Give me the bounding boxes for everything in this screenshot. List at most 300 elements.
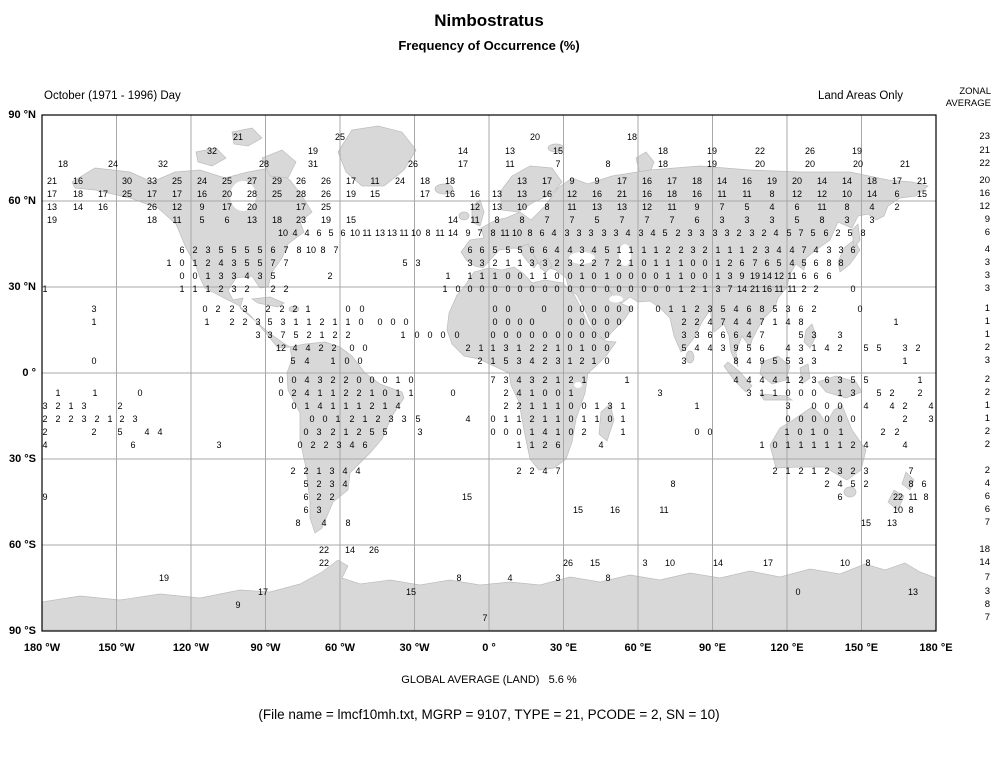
frequency-value: 11 bbox=[787, 271, 797, 281]
frequency-value: 0 bbox=[581, 401, 587, 411]
frequency-value: 2 bbox=[824, 479, 830, 489]
frequency-value: 0 bbox=[824, 401, 830, 411]
frequency-value: 8 bbox=[527, 228, 533, 238]
frequency-value: 20 bbox=[852, 159, 864, 169]
frequency-value: 5 bbox=[798, 330, 804, 340]
frequency-value: 2 bbox=[772, 466, 778, 476]
frequency-value: 19 bbox=[158, 573, 170, 583]
frequency-value: 5 bbox=[604, 245, 610, 255]
frequency-value: 2 bbox=[465, 343, 471, 353]
frequency-value: 0 bbox=[490, 330, 496, 340]
zonal-average-value: 4 bbox=[984, 478, 990, 489]
frequency-value: 1 bbox=[665, 258, 671, 268]
frequency-value: 3 bbox=[863, 466, 869, 476]
zonal-average-value: 1 bbox=[984, 316, 990, 327]
frequency-value: 4 bbox=[292, 343, 298, 353]
frequency-value: 11 bbox=[370, 176, 380, 186]
zonal-average-header bbox=[931, 86, 991, 110]
frequency-value: 4 bbox=[317, 401, 323, 411]
frequency-value: 5 bbox=[503, 356, 509, 366]
frequency-value: 6 bbox=[303, 505, 309, 515]
frequency-value: 4 bbox=[746, 330, 752, 340]
frequency-value: 2 bbox=[94, 414, 100, 424]
frequency-value: 1 bbox=[490, 356, 496, 366]
frequency-value: 11 bbox=[567, 202, 577, 212]
frequency-value: 5 bbox=[293, 330, 299, 340]
frequency-value: 1 bbox=[628, 245, 634, 255]
frequency-value: 6 bbox=[739, 258, 745, 268]
frequency-value: 1 bbox=[653, 258, 659, 268]
frequency-value: 3 bbox=[613, 228, 619, 238]
frequency-value: 13 bbox=[616, 202, 628, 212]
frequency-value: 0 bbox=[824, 414, 830, 424]
frequency-value: 24 bbox=[196, 176, 208, 186]
frequency-value: 26 bbox=[320, 176, 332, 186]
frequency-value: 0 bbox=[492, 284, 498, 294]
frequency-value: 19 bbox=[345, 189, 357, 199]
frequency-value: 0 bbox=[382, 375, 388, 385]
frequency-value: 3 bbox=[503, 343, 509, 353]
frequency-value: 4 bbox=[889, 401, 895, 411]
frequency-value: 0 bbox=[567, 317, 573, 327]
frequency-value: 2 bbox=[316, 492, 322, 502]
frequency-value: 3 bbox=[576, 228, 582, 238]
frequency-value: 2 bbox=[681, 317, 687, 327]
frequency-value: 1 bbox=[304, 401, 310, 411]
frequency-value: 6 bbox=[746, 304, 752, 314]
frequency-value: 4 bbox=[813, 245, 819, 255]
frequency-value: 8 bbox=[844, 202, 850, 212]
frequency-value: 3 bbox=[555, 356, 561, 366]
lon-tick-label: 30 °W bbox=[399, 642, 430, 654]
frequency-value: 3 bbox=[869, 215, 875, 225]
frequency-value: 1 bbox=[107, 414, 113, 424]
frequency-value: 4 bbox=[507, 573, 513, 583]
frequency-value: 3 bbox=[785, 304, 791, 314]
lat-tick-label: 0 ° bbox=[22, 367, 36, 379]
frequency-value: 3 bbox=[811, 375, 817, 385]
frequency-value: 3 bbox=[555, 573, 561, 583]
frequency-value: 11 bbox=[774, 284, 784, 294]
frequency-value: 1 bbox=[620, 414, 626, 424]
frequency-value: 1 bbox=[408, 388, 414, 398]
frequency-value: 0 bbox=[811, 401, 817, 411]
frequency-value: 3 bbox=[764, 245, 770, 255]
frequency-value: 3 bbox=[42, 401, 48, 411]
frequency-value: 0 bbox=[377, 317, 383, 327]
frequency-value: 0 bbox=[529, 330, 535, 340]
frequency-value: 1 bbox=[694, 401, 700, 411]
frequency-value: 6 bbox=[555, 440, 561, 450]
frequency-value: 1 bbox=[529, 271, 535, 281]
frequency-value: 0 bbox=[542, 330, 548, 340]
frequency-value: 18 bbox=[271, 215, 283, 225]
frequency-value: 26 bbox=[407, 159, 419, 169]
frequency-value: 3 bbox=[242, 304, 248, 314]
frequency-value: 0 bbox=[604, 330, 610, 340]
frequency-value: 16 bbox=[761, 284, 773, 294]
frequency-value: 1 bbox=[893, 317, 899, 327]
frequency-value: 6 bbox=[316, 228, 322, 238]
frequency-value: 5 bbox=[517, 245, 523, 255]
frequency-value: 7 bbox=[604, 258, 610, 268]
frequency-value: 0 bbox=[795, 587, 801, 597]
frequency-value: 20 bbox=[804, 159, 816, 169]
frequency-value: 0 bbox=[492, 317, 498, 327]
frequency-value: 14 bbox=[447, 215, 459, 225]
frequency-value: 16 bbox=[641, 176, 653, 186]
frequency-value: 11 bbox=[817, 202, 827, 212]
frequency-value: 3 bbox=[255, 330, 261, 340]
frequency-value: 2 bbox=[42, 414, 48, 424]
frequency-value: 1 bbox=[581, 414, 587, 424]
frequency-value: 3 bbox=[902, 343, 908, 353]
frequency-value: 24 bbox=[394, 176, 406, 186]
frequency-value: 18 bbox=[657, 159, 669, 169]
frequency-value: 0 bbox=[137, 388, 143, 398]
frequency-value: 2 bbox=[68, 414, 74, 424]
frequency-value: 0 bbox=[555, 388, 561, 398]
frequency-value: 6 bbox=[826, 271, 832, 281]
frequency-value: 3 bbox=[417, 427, 423, 437]
frequency-value: 16 bbox=[196, 189, 208, 199]
frequency-value: 13 bbox=[491, 189, 503, 199]
frequency-value: 7 bbox=[619, 215, 625, 225]
frequency-value: 3 bbox=[316, 505, 322, 515]
frequency-value: 2 bbox=[345, 330, 351, 340]
frequency-value: 1 bbox=[179, 284, 185, 294]
frequency-value: 12 bbox=[773, 271, 785, 281]
frequency-value: 4 bbox=[902, 440, 908, 450]
frequency-value: 17 bbox=[97, 189, 109, 199]
frequency-value: 2 bbox=[880, 427, 886, 437]
frequency-value: 0 bbox=[291, 401, 297, 411]
frequency-value: 1 bbox=[305, 304, 311, 314]
frequency-value: 13 bbox=[591, 202, 603, 212]
period-label: October (1971 - 1996) Day bbox=[44, 90, 181, 102]
frequency-value: 26 bbox=[368, 545, 380, 555]
frequency-value: 20 bbox=[529, 132, 541, 142]
frequency-value: 1 bbox=[555, 401, 561, 411]
frequency-value: 0 bbox=[785, 414, 791, 424]
zonal-header-line1: ZONAL bbox=[959, 86, 991, 97]
frequency-value: 28 bbox=[258, 159, 270, 169]
frequency-value: 1 bbox=[616, 245, 622, 255]
zonal-header-line2: AVERAGE bbox=[945, 98, 991, 109]
frequency-value: 4 bbox=[694, 343, 700, 353]
frequency-value: 21 bbox=[916, 176, 928, 186]
frequency-value: 2 bbox=[568, 375, 574, 385]
frequency-value: 4 bbox=[304, 356, 310, 366]
frequency-value: 5 bbox=[267, 317, 273, 327]
frequency-value: 6 bbox=[794, 202, 800, 212]
frequency-value: 3 bbox=[681, 356, 687, 366]
frequency-value: 3 bbox=[132, 414, 138, 424]
frequency-value: 1 bbox=[811, 466, 817, 476]
lon-tick-label: 60 °W bbox=[324, 642, 356, 654]
frequency-value: 5 bbox=[801, 258, 807, 268]
frequency-value: 0 bbox=[591, 304, 597, 314]
frequency-value: 11 bbox=[435, 228, 445, 238]
frequency-value: 8 bbox=[605, 159, 611, 169]
frequency-value: 2 bbox=[850, 466, 856, 476]
frequency-value: 2 bbox=[702, 245, 708, 255]
frequency-value: 14 bbox=[716, 176, 728, 186]
frequency-value: 1 bbox=[715, 245, 721, 255]
frequency-value: 0 bbox=[517, 284, 523, 294]
lon-tick-label: 150 °W bbox=[98, 642, 135, 654]
frequency-value: 1 bbox=[739, 245, 745, 255]
frequency-value: 0 bbox=[568, 401, 574, 411]
frequency-value: 25 bbox=[320, 202, 332, 212]
frequency-value: 1 bbox=[529, 388, 535, 398]
frequency-value: 3 bbox=[601, 228, 607, 238]
frequency-value: 0 bbox=[390, 317, 396, 327]
frequency-value: 0 bbox=[408, 375, 414, 385]
frequency-value: 7 bbox=[801, 245, 807, 255]
frequency-value: 3 bbox=[564, 228, 570, 238]
frequency-value: 0 bbox=[604, 317, 610, 327]
frequency-value: 1 bbox=[204, 317, 210, 327]
frequency-value: 3 bbox=[231, 258, 237, 268]
frequency-value: 12 bbox=[275, 343, 287, 353]
frequency-value: 8 bbox=[296, 245, 302, 255]
frequency-value: 5 bbox=[785, 356, 791, 366]
frequency-value: 3 bbox=[388, 414, 394, 424]
frequency-value: 2 bbox=[218, 284, 224, 294]
frequency-value: 2 bbox=[798, 375, 804, 385]
frequency-value: 14 bbox=[736, 284, 748, 294]
frequency-value: 1 bbox=[395, 375, 401, 385]
frequency-value: 17 bbox=[171, 189, 183, 199]
frequency-value: 18 bbox=[691, 176, 703, 186]
frequency-value: 0 bbox=[516, 427, 522, 437]
frequency-value: 0 bbox=[322, 414, 328, 424]
frequency-value: 4 bbox=[292, 228, 298, 238]
frequency-value: 3 bbox=[503, 375, 509, 385]
frequency-value: 0 bbox=[414, 330, 420, 340]
lon-tick-label: 180 °E bbox=[919, 642, 953, 654]
frequency-value: 2 bbox=[242, 317, 248, 327]
frequency-value: 6 bbox=[733, 330, 739, 340]
frequency-value: 21 bbox=[616, 189, 628, 199]
frequency-value: 2 bbox=[290, 466, 296, 476]
frequency-value: 3 bbox=[715, 284, 721, 294]
frequency-value: 0 bbox=[542, 388, 548, 398]
frequency-value: 1 bbox=[628, 258, 634, 268]
frequency-value: 3 bbox=[280, 317, 286, 327]
frequency-value: 4 bbox=[144, 427, 150, 437]
frequency-value: 2 bbox=[894, 202, 900, 212]
frequency-value: 18 bbox=[72, 189, 84, 199]
frequency-value: 7 bbox=[280, 330, 286, 340]
frequency-value: 4 bbox=[625, 228, 631, 238]
lat-tick-label: 30 °S bbox=[8, 453, 36, 465]
frequency-value: 0 bbox=[702, 271, 708, 281]
frequency-value: 5 bbox=[257, 258, 263, 268]
frequency-value: 16 bbox=[691, 189, 703, 199]
frequency-value: 4 bbox=[542, 427, 548, 437]
frequency-value: 11 bbox=[742, 189, 752, 199]
frequency-value: 0 bbox=[785, 388, 791, 398]
frequency-value: 16 bbox=[591, 189, 603, 199]
frequency-value: 3 bbox=[707, 304, 713, 314]
frequency-value: 6 bbox=[813, 258, 819, 268]
frequency-value: 0 bbox=[604, 284, 610, 294]
frequency-value: 3 bbox=[218, 271, 224, 281]
frequency-value: 4 bbox=[733, 317, 739, 327]
frequency-value: 22 bbox=[892, 492, 904, 502]
zonal-average-value: 8 bbox=[984, 599, 990, 610]
frequency-value: 2 bbox=[542, 375, 548, 385]
frequency-value: 0 bbox=[357, 356, 363, 366]
frequency-value: 6 bbox=[720, 330, 726, 340]
frequency-value: 11 bbox=[505, 159, 515, 169]
frequency-value: 4 bbox=[304, 375, 310, 385]
frequency-value: 2 bbox=[343, 388, 349, 398]
frequency-value: 7 bbox=[569, 215, 575, 225]
frequency-value: 6 bbox=[179, 245, 185, 255]
frequency-value: 5 bbox=[863, 343, 869, 353]
frequency-value: 0 bbox=[179, 271, 185, 281]
frequency-value: 14 bbox=[816, 176, 828, 186]
frequency-value: 2 bbox=[318, 343, 324, 353]
frequency-value: 17 bbox=[295, 202, 307, 212]
frequency-value: 0 bbox=[567, 271, 573, 281]
frequency-value: 4 bbox=[355, 466, 361, 476]
frequency-value: 16 bbox=[741, 176, 753, 186]
frequency-value: 3 bbox=[837, 375, 843, 385]
frequency-value: 1 bbox=[166, 258, 172, 268]
lon-tick-label: 120 °W bbox=[172, 642, 210, 654]
frequency-value: 7 bbox=[482, 613, 488, 623]
zonal-average-value: 2 bbox=[984, 465, 990, 476]
frequency-value: 0 bbox=[440, 330, 446, 340]
frequency-value: 4 bbox=[837, 479, 843, 489]
frequency-value: 15 bbox=[916, 189, 928, 199]
frequency-value: 2 bbox=[270, 284, 276, 294]
frequency-value: 2 bbox=[477, 356, 483, 366]
frequency-value: 3 bbox=[638, 228, 644, 238]
frequency-value: 3 bbox=[719, 215, 725, 225]
frequency-value: 6 bbox=[303, 492, 309, 502]
zonal-average-value: 3 bbox=[984, 270, 990, 281]
frequency-value: 0 bbox=[628, 284, 634, 294]
frequency-value: 10 bbox=[516, 202, 528, 212]
frequency-value: 0 bbox=[579, 317, 585, 327]
frequency-value: 4 bbox=[591, 245, 597, 255]
frequency-value: 3 bbox=[694, 330, 700, 340]
frequency-value: 2 bbox=[665, 245, 671, 255]
frequency-value: 2 bbox=[327, 271, 333, 281]
frequency-value: 1 bbox=[715, 258, 721, 268]
frequency-value: 4 bbox=[305, 343, 311, 353]
frequency-value: 2 bbox=[675, 228, 681, 238]
frequency-value: 25 bbox=[171, 176, 183, 186]
frequency-value: 6 bbox=[798, 304, 804, 314]
frequency-value: 13 bbox=[907, 587, 919, 597]
frequency-value: 13 bbox=[516, 176, 528, 186]
frequency-value: 12 bbox=[816, 189, 828, 199]
frequency-value: 3 bbox=[811, 356, 817, 366]
frequency-value: 7 bbox=[555, 159, 561, 169]
frequency-value: 4 bbox=[304, 388, 310, 398]
frequency-value: 4 bbox=[516, 388, 522, 398]
frequency-value: 6 bbox=[823, 228, 829, 238]
frequency-value: 14 bbox=[457, 146, 469, 156]
frequency-value: 1 bbox=[785, 375, 791, 385]
frequency-value: 7 bbox=[908, 466, 914, 476]
frequency-value: 1 bbox=[668, 304, 674, 314]
lat-tick-label: 30 °N bbox=[8, 281, 36, 293]
frequency-value: 0 bbox=[850, 284, 856, 294]
frequency-value: 0 bbox=[202, 304, 208, 314]
frequency-value: 2 bbox=[244, 284, 250, 294]
frequency-value: 8 bbox=[819, 215, 825, 225]
frequency-value: 1 bbox=[503, 414, 509, 424]
frequency-value: 0 bbox=[837, 401, 843, 411]
frequency-value: 16 bbox=[97, 202, 109, 212]
frequency-value: 3 bbox=[205, 245, 211, 255]
frequency-value: 3 bbox=[579, 245, 585, 255]
frequency-value: 1 bbox=[330, 356, 336, 366]
frequency-value: 4 bbox=[551, 228, 557, 238]
frequency-value: 12 bbox=[791, 189, 803, 199]
frequency-value: 5 bbox=[720, 304, 726, 314]
frequency-value: 17 bbox=[616, 176, 628, 186]
frequency-value: 2 bbox=[591, 258, 597, 268]
frequency-value: 8 bbox=[295, 518, 301, 528]
frequency-value: 0 bbox=[291, 375, 297, 385]
frequency-value: 1 bbox=[382, 401, 388, 411]
frequency-value: 28 bbox=[295, 189, 307, 199]
frequency-value: 19 bbox=[307, 146, 319, 156]
frequency-value: 0 bbox=[427, 330, 433, 340]
frequency-value: 0 bbox=[503, 427, 509, 437]
frequency-value: 0 bbox=[517, 317, 523, 327]
frequency-value: 13 bbox=[886, 518, 898, 528]
frequency-value: 0 bbox=[797, 427, 803, 437]
frequency-value: 2 bbox=[55, 414, 61, 424]
frequency-value: 2 bbox=[332, 330, 338, 340]
frequency-value: 6 bbox=[707, 330, 713, 340]
frequency-value: 0 bbox=[604, 304, 610, 314]
frequency-value: 2 bbox=[316, 479, 322, 489]
frequency-value: 0 bbox=[91, 356, 97, 366]
frequency-value: 1 bbox=[330, 401, 336, 411]
frequency-value: 2 bbox=[529, 466, 535, 476]
frequency-value: 2 bbox=[330, 375, 336, 385]
frequency-value: 0 bbox=[604, 343, 610, 353]
frequency-value: 1 bbox=[542, 271, 548, 281]
frequency-value: 2 bbox=[492, 258, 498, 268]
frequency-value: 10 bbox=[839, 558, 851, 568]
frequency-value: 7 bbox=[555, 466, 561, 476]
frequency-value: 2 bbox=[503, 401, 509, 411]
frequency-value: 16 bbox=[72, 176, 84, 186]
frequency-value: 1 bbox=[653, 245, 659, 255]
frequency-value: 15 bbox=[552, 146, 564, 156]
frequency-value: 0 bbox=[690, 258, 696, 268]
frequency-value: 1 bbox=[319, 330, 325, 340]
frequency-value: 4 bbox=[772, 375, 778, 385]
frequency-value: 21 bbox=[749, 284, 761, 294]
frequency-value: 3 bbox=[850, 388, 856, 398]
frequency-value: 0 bbox=[628, 271, 634, 281]
frequency-value: 20 bbox=[791, 176, 803, 186]
frequency-value: 0 bbox=[382, 388, 388, 398]
frequency-value: 8 bbox=[769, 189, 775, 199]
